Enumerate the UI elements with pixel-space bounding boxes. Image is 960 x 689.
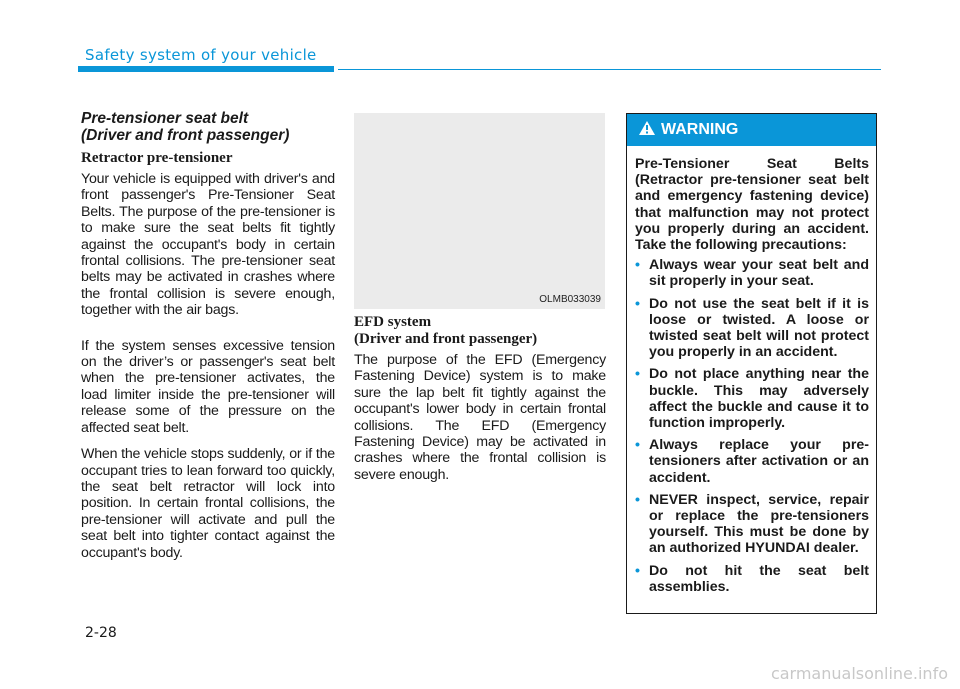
pretensioner-heading-line1: Pre-tensioner seat belt bbox=[81, 110, 249, 127]
efd-heading-line1: EFD system bbox=[354, 314, 432, 330]
middle-column bbox=[354, 314, 606, 493]
warning-item-text: NEVER inspect, service, repair or replace the pre-tensioners yourself. This must be done by an authorized HYUNDAI dealer. bbox=[649, 491, 869, 557]
figure-caption: OLMB033039 bbox=[539, 294, 601, 305]
bullet-icon: • bbox=[635, 257, 640, 274]
warning-item-text: Do not place anything near the buckle. This may adversely affect the buckle and cause it to function improperly. bbox=[649, 366, 869, 432]
left-column bbox=[81, 110, 335, 571]
warning-item bbox=[635, 492, 869, 557]
body-paragraph: When the vehicle stops suddenly, or if the occupant tries to lean forward too quickly, the seat belt retractor will lock into position. In certain frontal collisions, the pre-tensioner will activate and pull the seat belt into tighter contact against the occupant's body. bbox=[81, 446, 335, 561]
warning-box bbox=[626, 113, 877, 614]
header-rule-thin bbox=[338, 69, 881, 70]
section-title: Safety system of your vehicle bbox=[85, 46, 317, 64]
bullet-icon: • bbox=[635, 562, 640, 579]
page-number: 2-28 bbox=[85, 625, 117, 641]
efd-paragraph: The purpose of the EFD (Emergency Fastening Device) system is to make sure the lap belt fit tightly against the occupant's lower body in certain frontal collisions. The EFD (Emergency Fastening Device) may be activated in crashes where the frontal collision is severe enough. bbox=[354, 352, 606, 483]
body-paragraph: Your vehicle is equipped with driver's and front passenger's Pre-Tensioner Seat Belts. The purpose of the pre-tensioner is to make sure the seat belts fit tightly against the occupant's body in certain frontal collisions. The pre-tensioner seat belts may be activated in crashes where the frontal collision is severe enough, together with the air bags. bbox=[81, 171, 335, 319]
warning-triangle-icon bbox=[639, 121, 655, 139]
warning-item-text: Always replace your pre-tensioners after activation or an accident. bbox=[649, 437, 869, 486]
watermark: carmanualsonline.info bbox=[770, 664, 948, 683]
warning-intro: Pre-Tensioner Seat Belts (Retractor pre-tensioner seat belt and emergency fastening device) that malfunction may not protect you properly during an accident. Take the following precautions: bbox=[635, 156, 869, 254]
header-rule-thick bbox=[78, 66, 334, 72]
efd-heading-line2: (Driver and front passenger) bbox=[354, 331, 538, 347]
bullet-icon: • bbox=[635, 437, 640, 454]
warning-item bbox=[635, 437, 869, 486]
warning-item-text: Always wear your seat belt and sit properly in your seat. bbox=[649, 257, 869, 290]
warning-header bbox=[627, 114, 876, 146]
pretensioner-heading bbox=[81, 110, 335, 144]
warning-item-text: Do not use the seat belt if it is loose or twisted. A loose or twisted seat belt will not protect you properly in an accident. bbox=[649, 295, 869, 361]
efd-heading bbox=[354, 314, 606, 348]
warning-item bbox=[635, 366, 869, 431]
bullet-icon: • bbox=[635, 491, 640, 508]
bullet-icon: • bbox=[635, 295, 640, 312]
warning-item-text: Do not hit the seat belt assemblies. bbox=[649, 562, 869, 595]
seatbelt-figure bbox=[354, 113, 605, 309]
body-paragraph: If the system senses excessive tension on the driver’s or passenger's seat belt when the pre-tensioner activates, the load limiter inside the pre-tensioner will release some of the pressure on the affected seat belt. bbox=[81, 337, 335, 436]
warning-title: WARNING bbox=[661, 121, 739, 138]
retractor-subheading: Retractor pre-tensioner bbox=[81, 150, 233, 166]
warning-item bbox=[635, 257, 869, 289]
warning-list bbox=[635, 257, 869, 595]
warning-item bbox=[635, 296, 869, 361]
warning-item bbox=[635, 563, 869, 595]
bullet-icon: • bbox=[635, 366, 640, 383]
pretensioner-heading-line2: (Driver and front passenger) bbox=[81, 127, 290, 144]
warning-body bbox=[627, 146, 876, 595]
